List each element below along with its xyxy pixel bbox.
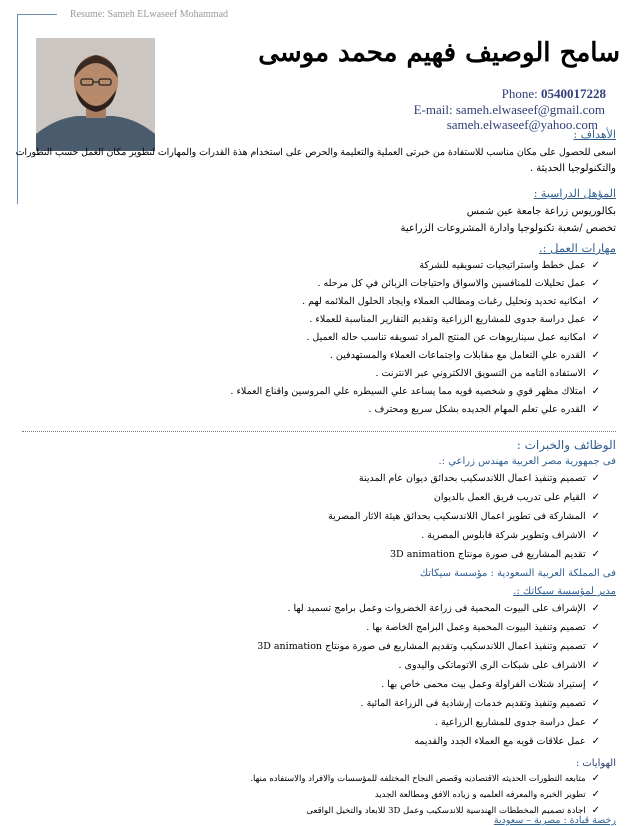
- saudi-subheading: مدير لمؤسسة سيكاتك :.: [513, 586, 616, 597]
- skill-item: ✓عمل تحليلات للمنافسين والاسواق واحتياجات الزبائن في كل مرحله .: [317, 278, 600, 289]
- egypt-item: ✓المشاركة فى تطوير اعمال اللاندسكيب بحدائق هيئة الاثار المصرية: [328, 511, 600, 522]
- check-icon: ✓: [591, 603, 600, 614]
- saudi-item: ✓إستيراد شتلات الفراولة وعمل بيت محمى خاص بها .: [381, 679, 600, 690]
- email-label: E-mail:: [413, 102, 453, 117]
- email-line: [414, 102, 605, 118]
- check-icon: ✓: [591, 386, 600, 397]
- education-title: المؤهل الدراسية :: [533, 187, 616, 200]
- profile-photo: [36, 38, 155, 151]
- skill-item: ✓عمل دراسة جدوى للمشاريع الزراعية وتقديم التقارير المناسبة للعملاء .: [309, 314, 600, 325]
- check-icon: ✓: [591, 736, 600, 747]
- saudi-item: ✓عمل علاقات قويه مع العملاء الجدد والقديمه: [414, 736, 600, 747]
- objectives-line-2: والتكنولوجيا الحديثة .: [529, 163, 616, 174]
- frame-top-line: [17, 14, 57, 15]
- phone-line: [502, 86, 606, 102]
- check-icon: ✓: [591, 805, 600, 816]
- check-icon: ✓: [591, 717, 600, 728]
- email-primary[interactable]: sameh.elwaseef@gmail.com: [455, 102, 605, 117]
- skill-item: ✓امكانيه عمل سيناريوهات عن المنتج المراد تسويقه تناسب حاله العميل .: [306, 332, 600, 343]
- skill-item: ✓القدره علي التعامل مع مقابلات واجتماعات العملاء والمستهدفين .: [329, 350, 600, 361]
- saudi-item: ✓عمل دراسة جدوى للمشاريع الزراعية .: [434, 717, 600, 728]
- check-icon: ✓: [591, 679, 600, 690]
- jobs-title: الوظائف والخبرات :: [516, 438, 616, 452]
- saudi-item: ✓تصميم وتنفيذ وتقديم خدمات إرشادية فى الزراعة المائية .: [360, 698, 600, 709]
- check-icon: ✓: [591, 773, 600, 784]
- egypt-item: ✓تصميم وتنفيذ اعمال اللاندسكيب بحدائق ديوان عام المدينة: [358, 473, 600, 484]
- check-icon: ✓: [591, 789, 600, 800]
- education-line-2: تخصص /شعبة تكنولوجيا وادارة المشروعات الزراعية: [400, 223, 616, 234]
- egypt-item: ✓تقديم المشاريع فى صورة مونتاج 3D animation: [390, 549, 600, 560]
- hobby-item: ✓تطوير الخبره والمعرفه العلميه و زياده الافق ومطالعة الجديد: [374, 789, 600, 800]
- saudi-item: ✓الاشراف على شبكات الرى الاتوماتكى واليدوى .: [398, 660, 600, 671]
- check-icon: ✓: [591, 549, 600, 560]
- education-line-1: بكالوريوس زراعة جامعة عين شمس: [466, 206, 616, 217]
- objectives-line-1: اسعى للحصول على مكان مناسب للاستفادة من خبرتى العملية والتعليمة والحرص على استخدام هذة القدرات والمهارات لتطوير مكان العمل حسب التطورات: [15, 147, 616, 158]
- check-icon: ✓: [591, 698, 600, 709]
- check-icon: ✓: [591, 278, 600, 289]
- hobby-item: ✓اجادة تصميم المخططات الهندسية للاندسكيب وعمل 3D للابعاد والتخيل الواقعى: [306, 805, 600, 816]
- objectives-title: الأهداف :: [573, 128, 616, 141]
- check-icon: ✓: [591, 350, 600, 361]
- check-icon: ✓: [591, 314, 600, 325]
- check-icon: ✓: [591, 473, 600, 484]
- saudi-item: ✓تصميم وتنفيذ البيوت المحمية وعمل البرامج الخاصة بها .: [366, 622, 600, 633]
- email-secondary[interactable]: sameh.elwaseef@yahoo.com: [446, 117, 598, 132]
- check-icon: ✓: [591, 622, 600, 633]
- skill-item: ✓امكانيه تحديد وتحليل رغبات ومطالب العملاء وايجاد الحلول الملائمه لهم .: [302, 296, 600, 307]
- egypt-item: ✓الاشراف وتطوير شركة فابلوس المصرية .: [421, 530, 600, 541]
- hobbies-title: الهوايات :: [575, 758, 616, 769]
- check-icon: ✓: [591, 368, 600, 379]
- phone-number: 0540017228: [541, 86, 606, 101]
- skill-item: ✓عمل خطط واستراتيجيات تسويقيه للشركة: [419, 260, 600, 271]
- section-divider: [22, 431, 616, 432]
- skill-item: ✓امتلاك مظهر قوي و شخصيه قويه مما يساعد علي السيطره علي المروسين واقناع العملاء .: [230, 386, 600, 397]
- phone-label: Phone:: [501, 86, 538, 101]
- check-icon: ✓: [591, 260, 600, 271]
- check-icon: ✓: [591, 641, 600, 652]
- header-note: Resume: Sameh ELwaseef Mohammad: [70, 9, 229, 20]
- skill-item: ✓القدره علي تعلم المهام الجديده بشكل سريع ومحترف .: [368, 404, 600, 415]
- check-icon: ✓: [591, 511, 600, 522]
- check-icon: ✓: [591, 492, 600, 503]
- egypt-heading: فى جمهورية مصر العربية مهندس زراعي :.: [438, 456, 616, 467]
- saudi-heading: فى المملكة العربية السعودية : مؤسسة سيكاتك: [419, 568, 616, 579]
- hobby-item: ✓متابعه التطورات الحديثه الاقتصاديه وقصص النجاح المختلفه للمؤسسات والافراد والاستفاده منها.: [250, 773, 600, 784]
- check-icon: ✓: [591, 332, 600, 343]
- skills-title: مهارات العمل :.: [539, 241, 616, 255]
- saudi-item: ✓الإشراف على البيوت المحمية فى زراعة الخضروات وعمل برامج تسميد لها .: [287, 603, 600, 614]
- person-name: سامح الوصيف فهيم محمد موسى: [258, 38, 620, 68]
- check-icon: ✓: [591, 296, 600, 307]
- frame-left-line: [17, 14, 18, 204]
- skill-item: ✓الاستفاده التامه من التسويق الالكتروني عبر الانترنت .: [375, 368, 600, 379]
- check-icon: ✓: [591, 530, 600, 541]
- check-icon: ✓: [591, 404, 600, 415]
- egypt-item: ✓القيام على تدريب فريق العمل بالديوان: [433, 492, 600, 503]
- saudi-item: ✓تصميم وتنفيذ اعمال اللاندسكيب وتقديم المشاريع فى صورة مونتاج 3D animation: [257, 641, 600, 652]
- check-icon: ✓: [591, 660, 600, 671]
- driving-license: رخصة قيادة : مصرية – سعودية: [493, 815, 616, 826]
